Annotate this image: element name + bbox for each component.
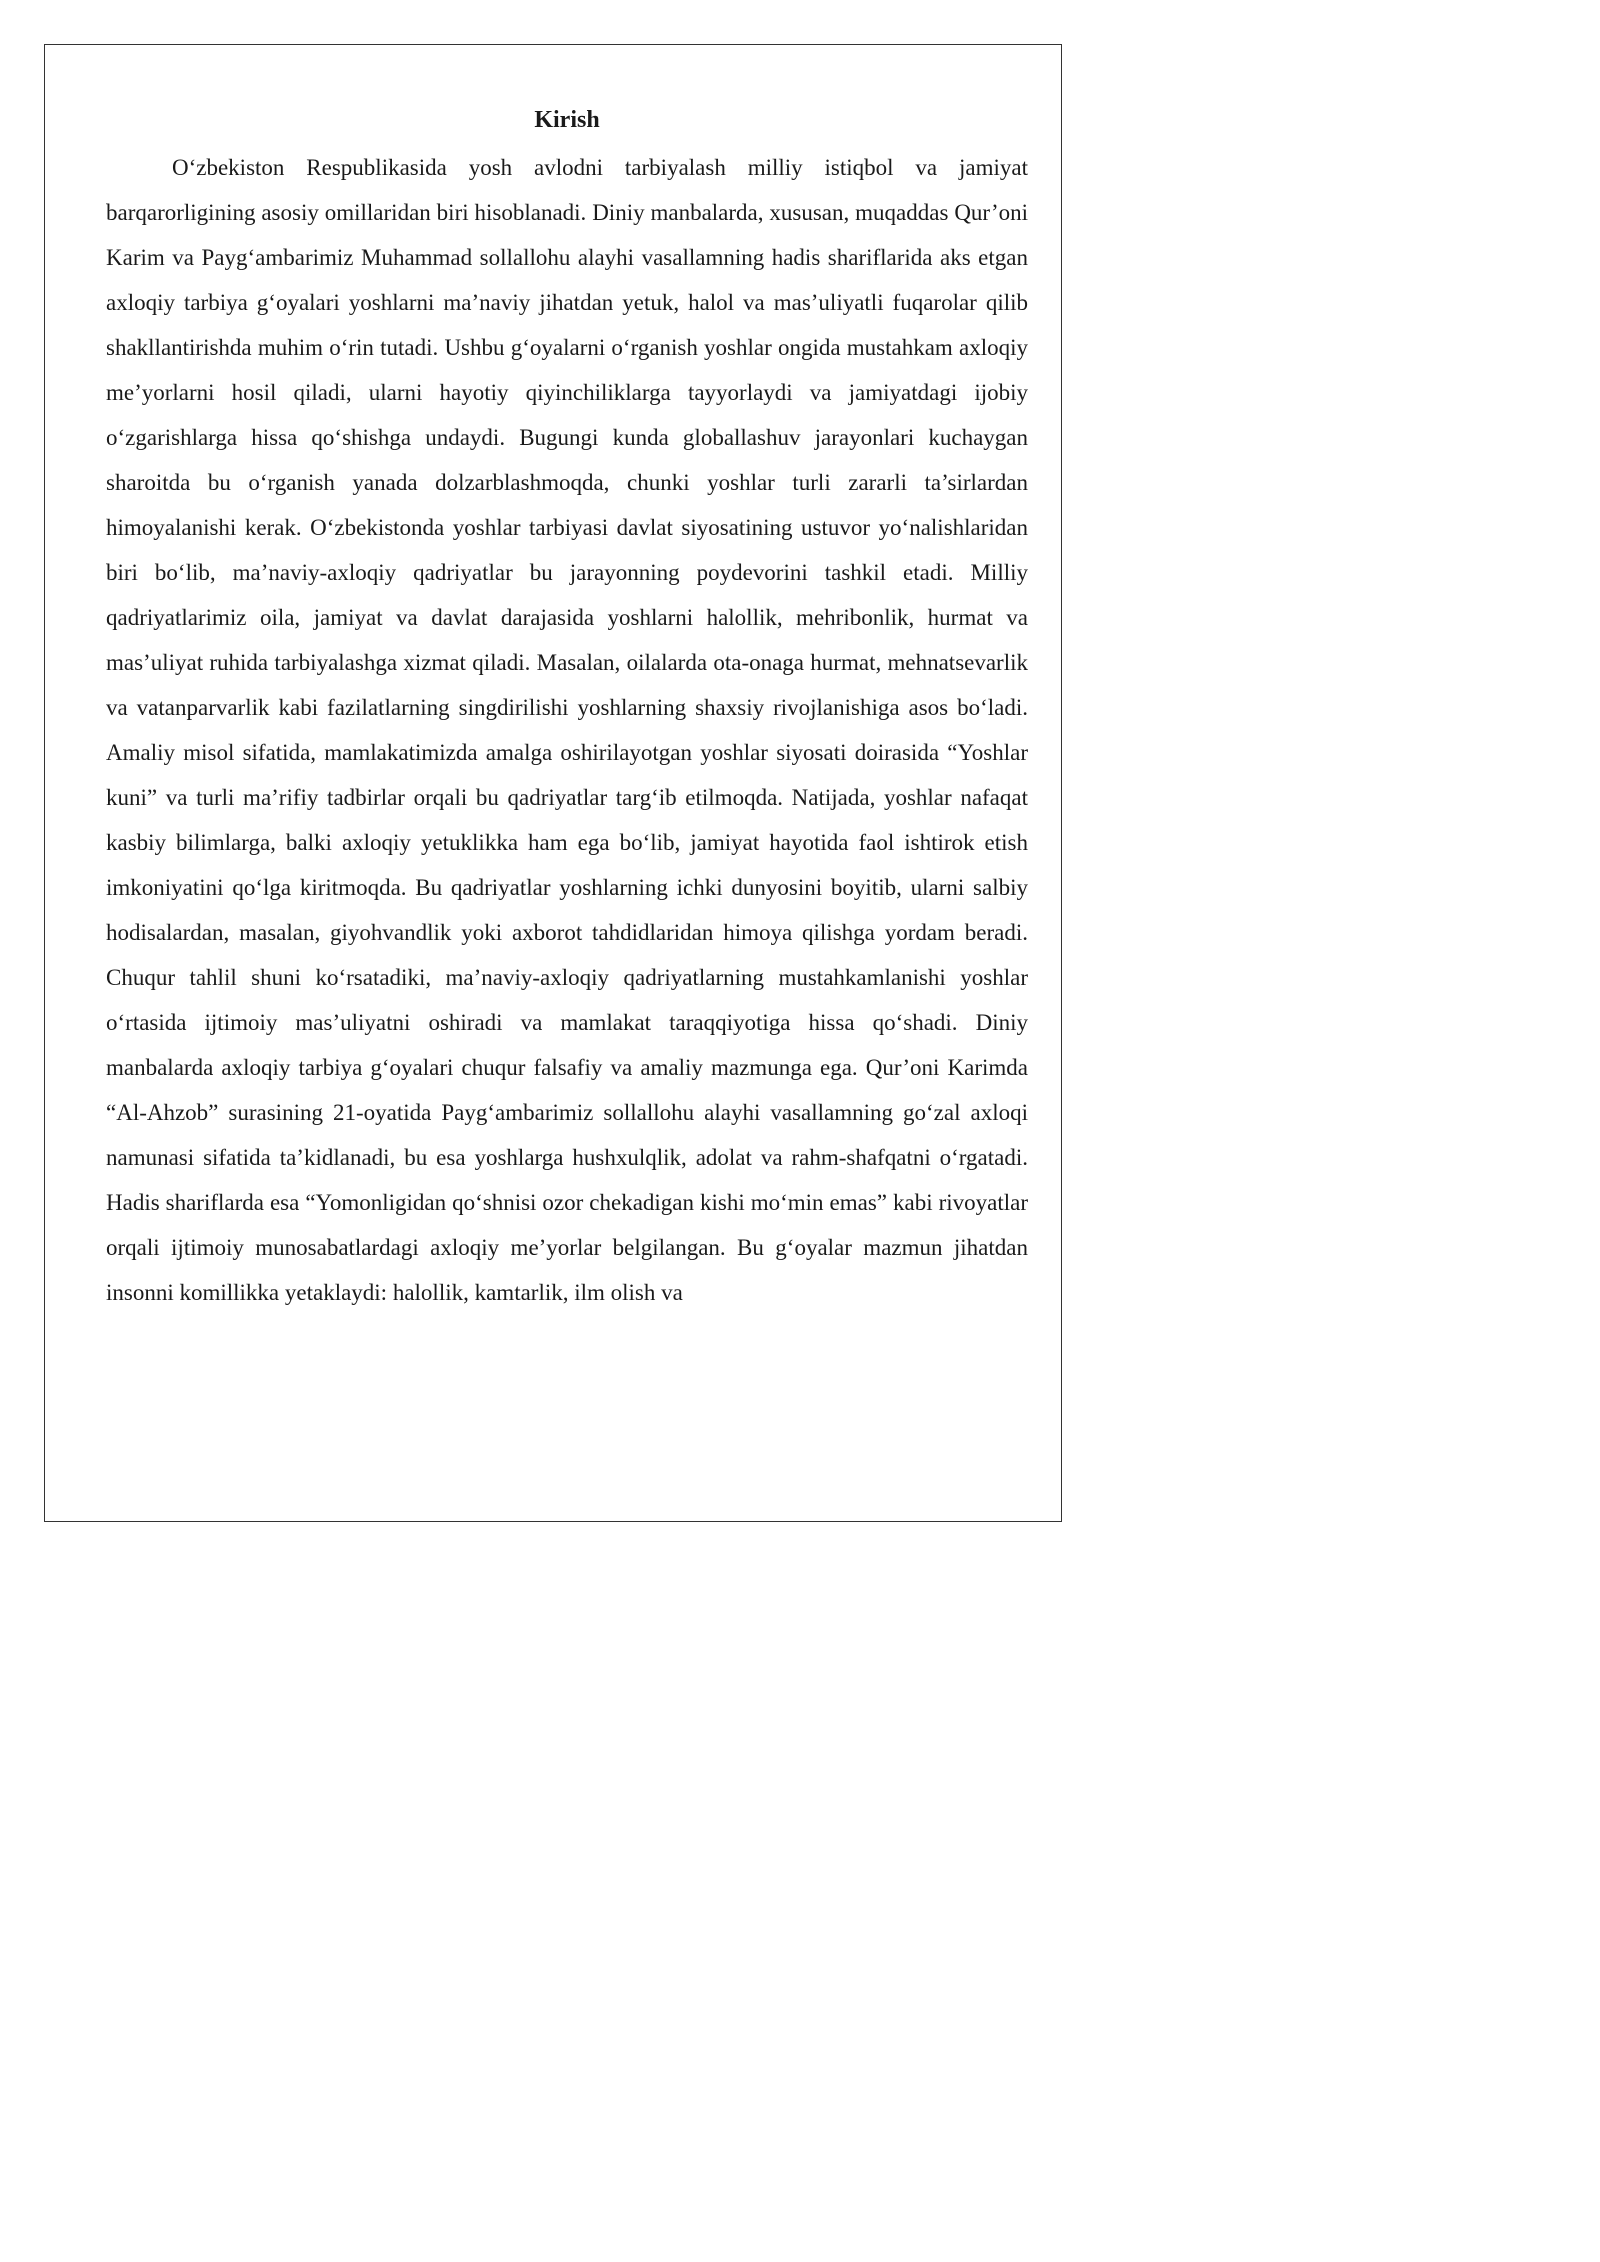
body-paragraph: O‘zbekiston Respublikasida yosh avlodni tarbiyalash milliy istiqbol va jamiyat barqarorligining asosiy omillaridan biri hisoblanadi. Diniy manbalarda, xususan, muqaddas Qur’oni Karim va Payg‘ambarimiz Muhammad sollallohu alayhi vasallamning hadis shariflarida aks etgan axloqiy tarbiya g‘oyalari yoshlarni ma’naviy jihatdan yetuk, halol va mas’uliyatli fuqarolar qilib shakllantirishda muhim o‘rin tutadi. Ushbu g‘oyalarni o‘rganish yoshlar ongida mustahkam axloqiy me’yorlarni hosil qiladi, ularni hayotiy qiyinchiliklarga tayyorlaydi va jamiyatdagi ijobiy o‘zgarishlarga hissa qo‘shishga undaydi. Bugungi kunda globallashuv jarayonlari kuchaygan sharoitda bu o‘rganish yanada dolzarblashmoqda, chunki yoshlar turli zararli ta’sirlardan himoyalanishi kerak. O‘zbekistonda yoshlar tarbiyasi davlat siyosatining ustuvor yo‘nalishlaridan biri bo‘lib, ma’naviy-axloqiy qadriyatlar bu jarayonning poydevorini tashkil etadi. Milliy qadriyatlarimiz oila, jamiyat va davlat darajasida yoshlarni halollik, mehribonlik, hurmat va mas’uliyat ruhida tarbiyalashga xizmat qiladi. Masalan, oilalarda ota-onaga hurmat, mehnatsevarlik va vatanparvarlik kabi fazilatlarning singdirilishi yoshlarning shaxsiy rivojlanishiga asos bo‘ladi. Amaliy misol sifatida, mamlakatimizda amalga oshirilayotgan yoshlar siyosati doirasida “Yoshlar kuni” va turli ma’rifiy tadbirlar orqali bu qadriyatlar targ‘ib etilmoqda. Natijada, yoshlar nafaqat kasbiy bilimlarga, balki axloqiy yetuklikka ham ega bo‘lib, jamiyat hayotida faol ishtirok etish imkoniyatini qo‘lga kiritmoqda. Bu qadriyatlar yoshlarning ichki dunyosini boyitib, ularni salbiy hodisalardan, masalan, giyohvandlik yoki axborot tahdidlaridan himoya qilishga yordam beradi. Chuqur tahlil shuni ko‘rsatadiki, ma’naviy-axloqiy qadriyatlarning mustahkamlanishi yoshlar o‘rtasida ijtimoiy mas’uliyatni oshiradi va mamlakat taraqqiyotiga hissa qo‘shadi. Diniy manbalarda axloqiy tarbiya g‘oyalari chuqur falsafiy va amaliy mazmunga ega. Qur’oni Karimda “Al-Ahzob” surasining 21-oyatida Payg‘ambarimiz sollallohu alayhi vasallamning go‘zal axloqi namunasi sifatida ta’kidlanadi, bu esa yoshlarga hushxulqlik, adolat va rahm-shafqatni o‘rgatadi. Hadis shariflarda esa “Yomonligidan qo‘shnisi ozor chekadigan kishi mo‘min emas” kabi rivoyatlar orqali ijtimoiy munosabatlardagi axloqiy me’yorlar belgilangan. Bu g‘oyalar mazmun jihatdan insonni komillikka yetaklaydi: halollik, kamtarlik, ilm olish va: [106, 155, 1028, 1305]
page-content: [106, 100, 1028, 1315]
document-title: Kirish: [534, 107, 600, 133]
document-page: [0, 0, 1100, 1556]
